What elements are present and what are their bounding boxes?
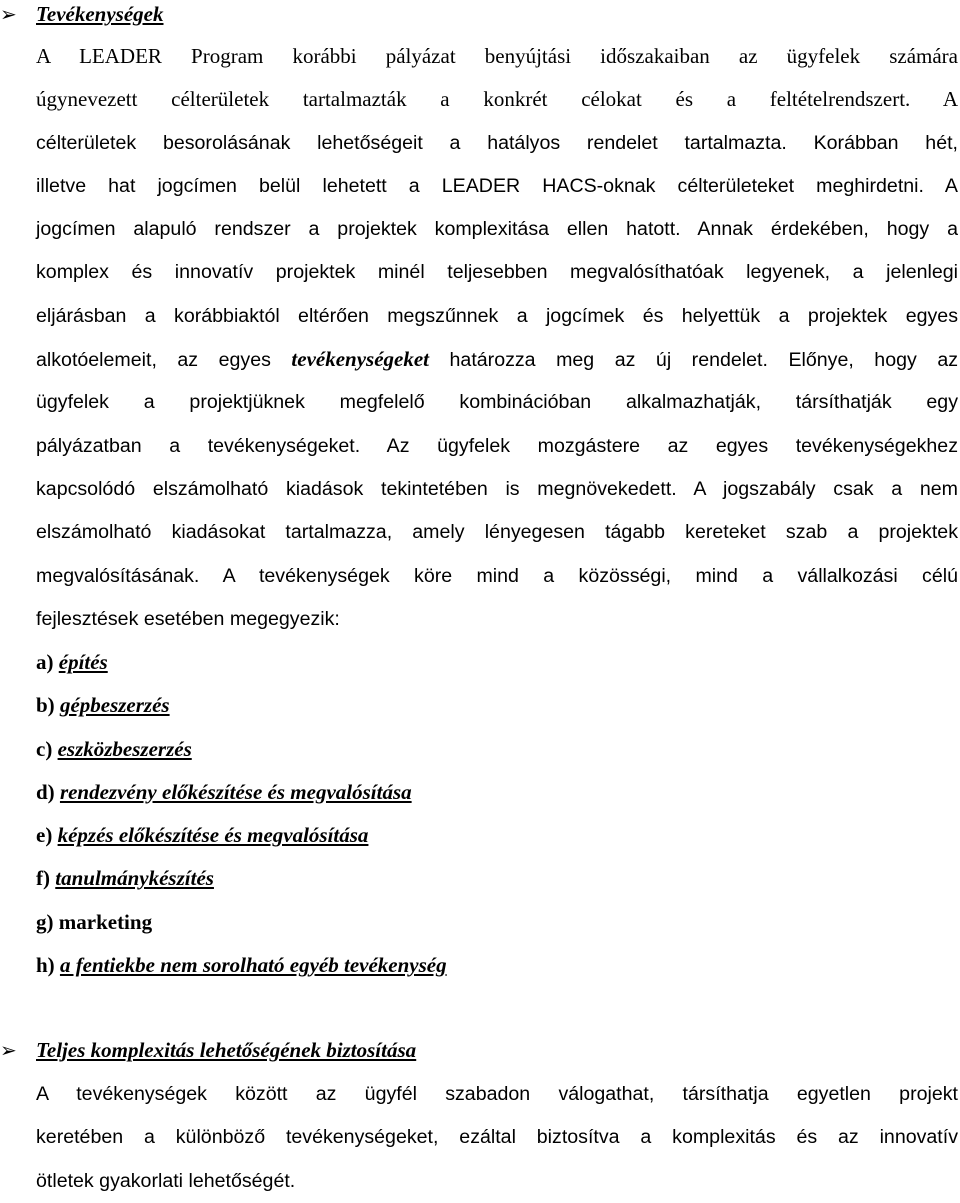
activity-text: képzés előkészítése és megvalósítása bbox=[57, 823, 369, 848]
activity-item bbox=[36, 641, 447, 684]
activity-text: rendezvény előkészítése és megvalósítása bbox=[59, 779, 412, 804]
activity-text: gépbeszerzés bbox=[59, 693, 170, 718]
activity-text: a fentiekbe nem sorolható egyéb tevékenység bbox=[59, 953, 447, 978]
activity-item bbox=[36, 901, 447, 944]
activity-text: tanulmánykészítés bbox=[55, 866, 214, 891]
paragraph-line: megvalósításának. A tevékenységek köre mind a közösségi, mind a vállalkozási célú bbox=[36, 564, 958, 587]
activity-text: eszközbeszerzés bbox=[57, 736, 192, 761]
paragraph-line: ügyfelek a projektjüknek megfelelő kombinációban alkalmazhatják, társíthatják egy bbox=[36, 391, 958, 414]
paragraph-line: célterületek besorolásának lehetőségeit a hatályos rendelet tartalmazta. Korábban hét, bbox=[36, 131, 958, 154]
activity-label: g) bbox=[36, 909, 54, 934]
paragraph-line: úgynevezett célterületek tartalmazták a konkrét célokat és a feltételrendszert. A bbox=[36, 87, 958, 112]
section-heading-text: Teljes komplexitás lehetőségének biztosítása bbox=[36, 1038, 417, 1062]
activity-label: a) bbox=[36, 650, 54, 674]
paragraph-line: elszámolható kiadásokat tartalmazza, amely lényegesen tágabb kereteket szab a projektek bbox=[36, 521, 958, 544]
paragraph-line: A LEADER Program korábbi pályázat benyújtási időszakaiban az ügyfelek számára bbox=[36, 44, 958, 68]
section-heading-tevekenysegek bbox=[0, 2, 164, 27]
activity-text: marketing bbox=[58, 909, 153, 934]
activity-item bbox=[36, 857, 447, 900]
body-paragraph-1 bbox=[36, 35, 958, 641]
line-text: határozza meg az új rendelet. Előnye, hogy az bbox=[429, 349, 959, 372]
paragraph-line: illetve hat jogcímen belül lehetett a LEADER HACS-oknak célterületeket meghirdetni. A bbox=[36, 174, 958, 197]
paragraph-line: jogcímen alapuló rendszer a projektek komplexitása ellen hatott. Annak érdekében, hogy a bbox=[36, 218, 958, 241]
section-heading-text: Tevékenységek bbox=[36, 2, 164, 26]
arrow-bullet-icon: ➢ bbox=[0, 2, 17, 26]
activity-text: építés bbox=[58, 650, 108, 674]
paragraph-line: komplex és innovatív projektek minél teljesebben megvalósíthatóak legyenek, a jelenlegi bbox=[36, 261, 958, 284]
activity-list bbox=[36, 641, 447, 987]
activity-item bbox=[36, 684, 447, 727]
activity-item bbox=[36, 771, 447, 814]
paragraph-line: keretében a különböző tevékenységeket, ezáltal biztosítva a komplexitás és az innovatív bbox=[36, 1126, 958, 1149]
arrow-bullet-icon: ➢ bbox=[0, 1038, 17, 1062]
activity-label: c) bbox=[36, 736, 53, 761]
activity-label: b) bbox=[36, 693, 55, 718]
paragraph-line: pályázatban a tevékenységeket. Az ügyfelek mozgástere az egyes tevékenységekhez bbox=[36, 434, 958, 457]
paragraph-line: A tevékenységek között az ügyfél szabadon válogathat, társíthatja egyetlen projekt bbox=[36, 1083, 958, 1105]
paragraph-line: kapcsolódó elszámolható kiadások tekintetében is megnövekedett. A jogszabály csak a nem bbox=[36, 477, 958, 500]
section-heading-komplexitas bbox=[0, 1038, 416, 1063]
body-paragraph-2 bbox=[36, 1073, 958, 1203]
activity-label: e) bbox=[36, 823, 53, 848]
activity-item bbox=[36, 728, 447, 771]
paragraph-line bbox=[36, 338, 958, 381]
paragraph-line: eljárásban a korábbiaktól eltérően megszűnnek a jogcímek és helyettük a projektek egyes bbox=[36, 304, 958, 327]
activity-item bbox=[36, 944, 447, 987]
line-text: alkotóelemeit, az egyes bbox=[36, 349, 292, 372]
activity-item bbox=[36, 814, 447, 857]
activity-label: f) bbox=[36, 866, 50, 891]
activity-label: h) bbox=[36, 953, 55, 978]
emphasized-term: tevékenységeket bbox=[291, 347, 430, 372]
paragraph-line: fejlesztések esetében megegyezik: bbox=[36, 607, 340, 630]
paragraph-line: ötletek gyakorlati lehetőségét. bbox=[36, 1169, 296, 1192]
activity-label: d) bbox=[36, 779, 55, 804]
